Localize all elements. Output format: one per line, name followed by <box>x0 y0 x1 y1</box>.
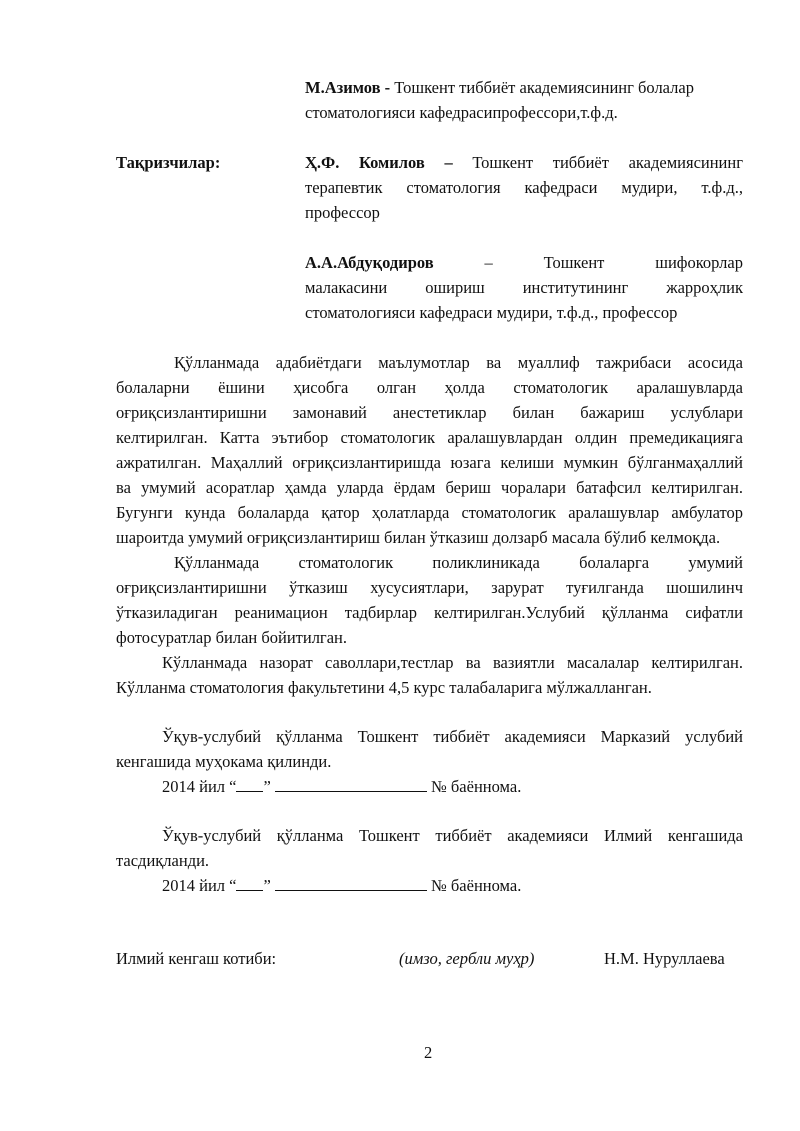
reviewer-2-line-3: стоматологияси кафедраси мудири, т.ф.д., профессор <box>305 303 678 322</box>
author-desc-1: Тошкент тиббиёт академиясининг болалар <box>390 78 694 97</box>
abstract-p2-line: Қўлланмада стоматологик поликлиникада болаларга умумий <box>174 553 743 572</box>
abstract-p1-line: ажратилган. Маҳаллий оғриқсизлантиришда юзага келиши мумкин бўлганмаҳаллий <box>116 453 743 472</box>
author-line-1 <box>305 75 694 100</box>
abstract-p3-line: Кўлланмада назорат саволлари,тестлар ва вазиятли масалалар келтирилган. <box>162 653 743 672</box>
approval-1-line-1: Ўқув-услубий қўлланма Тошкент тиббиёт академияси Марказий услубий <box>162 727 743 746</box>
month-blank <box>275 890 427 891</box>
reviewer-2-line-1: А.А.Абдуқодиров – Тошкент шифокорлар <box>305 253 743 272</box>
abstract-p1-line: келтирилган. Катта эътибор стоматологик аралашувлардан олдин премедикацияга <box>116 428 743 447</box>
abstract-p1-line: Қўлланмада адабиётдаги маълумотлар ва муаллиф тажрибаси асосида <box>174 353 743 372</box>
approval-1-date-line: 2014 йил “ ” № баённома. <box>162 777 522 796</box>
abstract-p1-line: Бугунги кунда болаларда қатор ҳолатларда стоматологик аралашувлар амбулатор <box>116 503 743 522</box>
abstract-p1-line: шароитда умумий оғриқсизлантириш билан ўтказиш долзарб масала бўлиб келмоқда. <box>116 528 721 547</box>
seal-note: (имзо, гербли муҳр) <box>399 949 535 968</box>
secretary-name: Н.М. Нуруллаева <box>604 949 725 968</box>
abstract-p1-line: ва умумий асоратлар ҳамда уларда ёрдам бериш чоралари батафсил келтирилган. <box>116 478 743 497</box>
approval-2-line-1: Ўқув-услубий қўлланма Тошкент тиббиёт академияси Илмий кенгашида <box>162 826 743 845</box>
reviewer-1-line-3: профессор <box>305 203 380 222</box>
abstract-p1-line: оғриқсизлантиришни замонавий анестетиклар билан бажариш услублари <box>116 403 743 422</box>
abstract-p2-line: оғриқсизлантиришни ўтказиш хусусиятлари, зарурат туғилганда шошилинч <box>116 578 743 597</box>
month-blank <box>275 791 427 792</box>
approval-1-line-2: кенгашида муҳокама қилинди. <box>116 752 332 771</box>
author-desc-2: стоматологияси кафедрасипрофессори,т.ф.д. <box>305 103 618 122</box>
day-blank <box>236 890 263 891</box>
abstract-p2-line: фотосуратлар билан бойитилган. <box>116 628 347 647</box>
abstract-p2-line: ўтказиладиган реанимацион тадбирлар келтирилган.Услубий қўлланма сифатли <box>116 603 743 622</box>
signature-label: Илмий кенгаш котиби: <box>116 949 277 968</box>
reviewer-1-line-2: терапевтик стоматология кафедраси мудири, т.ф.д., <box>305 178 743 197</box>
reviewer-2-line-2: малакасини ошириш институтининг жарроҳлик <box>305 278 743 297</box>
reviewer-1-name: Ҳ.Ф. Комилов – <box>305 153 453 172</box>
reviewers-label: Тақризчилар: <box>116 153 221 172</box>
author-name: М.Азимов - <box>305 78 391 97</box>
page-number: 2 <box>424 1043 433 1062</box>
abstract-p1-line: болаларни ёшини ҳисобга олган ҳолда стоматологик аралашувларда <box>116 378 743 397</box>
approval-2-line-2: тасдиқланди. <box>116 851 210 870</box>
day-blank <box>236 791 263 792</box>
reviewer-2-name: А.А.Абдуқодиров <box>305 253 434 272</box>
approval-2-date-line: 2014 йил “ ” № баённома. <box>162 876 522 895</box>
abstract-p3-line: Кўлланма стоматология факультетини 4,5 курс талабаларига мўлжалланган. <box>116 678 652 697</box>
reviewer-1-line-1: Ҳ.Ф. Комилов – Тошкент тиббиёт академиясининг <box>305 153 743 172</box>
